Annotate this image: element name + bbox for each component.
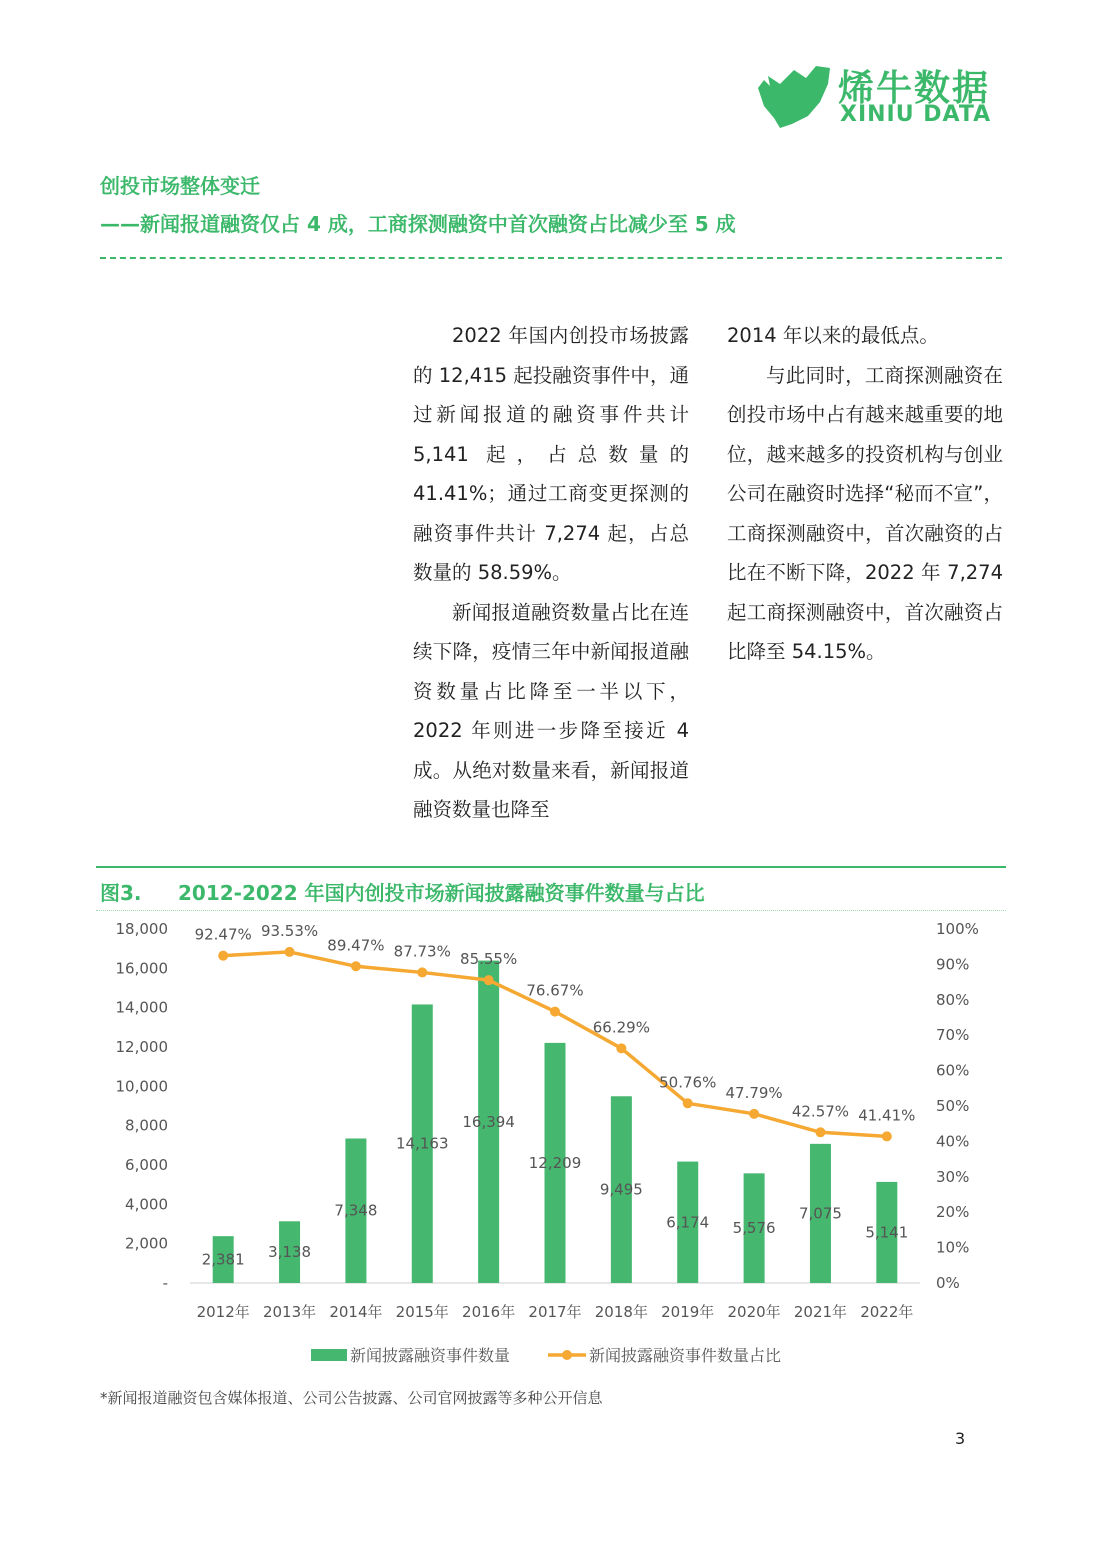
figure-number: 图3.: [100, 881, 142, 905]
x-tick-label: 2016年: [462, 1303, 516, 1321]
line-data-label: 50.76%: [659, 1073, 717, 1092]
y-right-tick-label: 60%: [936, 1061, 970, 1080]
y-right-tick-label: 70%: [936, 1026, 970, 1045]
x-tick-label: 2012年: [196, 1303, 250, 1321]
line-point: [484, 975, 494, 985]
line-point: [616, 1043, 626, 1053]
y-right-tick-label: 80%: [936, 990, 970, 1009]
y-right-tick-label: 0%: [936, 1274, 960, 1292]
bar-data-label: 2,381: [201, 1250, 245, 1269]
y-left-tick-label: 8,000: [125, 1116, 168, 1135]
y-right-tick-label: 10%: [936, 1238, 970, 1257]
line-data-label: 47.79%: [725, 1083, 783, 1102]
legend-label-bars: 新闻披露融资事件数量: [350, 1346, 511, 1365]
x-tick-label: 2018年: [594, 1303, 648, 1321]
legend-label-line: 新闻披露融资事件数量占比: [589, 1346, 782, 1365]
y-left-tick-label: 10,000: [115, 1077, 168, 1096]
line-point: [218, 951, 228, 961]
line-point: [882, 1131, 892, 1141]
y-left-tick-label: 12,000: [115, 1038, 168, 1056]
y-left-tick-label: -: [162, 1274, 168, 1292]
y-right-tick-label: 100%: [936, 920, 979, 938]
paragraph: 与此同时，工商探测融资在创投市场中占有越来越重要的地位，越来越多的投资机构与创业公司在融资时选择“秘而不宣”，工商探测融资中，首次融资的占比在不断下降，2022 年 7,274 起工商探测融资中，首次融资占比降至 54.15%。: [727, 363, 1003, 663]
y-right-tick-label: 50%: [936, 1097, 970, 1115]
y-left-tick-label: 6,000: [125, 1156, 168, 1174]
x-tick-label: 2020年: [727, 1303, 781, 1321]
y-left-tick-label: 18,000: [115, 920, 168, 938]
bar-data-label: 7,348: [334, 1201, 378, 1220]
line-data-label: 42.57%: [791, 1102, 850, 1121]
x-tick-label: 2015年: [395, 1303, 449, 1321]
line-point: [749, 1109, 759, 1119]
bar-data-label: 5,141: [865, 1223, 909, 1242]
x-tick-label: 2021年: [793, 1303, 848, 1321]
line-point: [550, 1007, 560, 1017]
page-number: 3: [955, 1429, 966, 1448]
y-left-tick-label: 2,000: [125, 1234, 168, 1253]
brand-subtitle: XINIU DATA: [840, 102, 992, 127]
line-data-label: 93.53%: [260, 921, 319, 940]
brand-name: 烯牛数据: [838, 68, 991, 109]
figure-title-text: 2012-2022 年国内创投市场新闻披露融资事件数量与占比: [178, 881, 705, 905]
legend-line-marker: [562, 1350, 572, 1360]
bar-data-label: 16,394: [462, 1112, 515, 1131]
line-point: [815, 1127, 825, 1137]
legend-bar-swatch: [311, 1349, 347, 1361]
line-point: [351, 961, 361, 971]
section-subtitle: ——新闻报道融资仅占 4 成，工商探测融资中首次融资占比减少至 5 成: [100, 212, 736, 236]
bar-data-label: 6,174: [666, 1213, 710, 1232]
y-right-tick-label: 40%: [936, 1132, 970, 1151]
y-right-tick-label: 30%: [936, 1167, 970, 1186]
bar-data-label: 3,138: [268, 1243, 312, 1262]
line-data-label: 41.41%: [858, 1106, 916, 1125]
figure-note: *新闻报道融资包含媒体报道、公司公告披露、公司官网披露等多种公开信息: [100, 1389, 603, 1407]
bar-data-label: 12,209: [528, 1153, 582, 1172]
line-data-label: 92.47%: [194, 925, 252, 944]
y-left-tick-label: 4,000: [125, 1195, 168, 1214]
x-tick-label: 2013年: [262, 1303, 317, 1321]
x-tick-label: 2019年: [661, 1303, 715, 1321]
bar-data-label: 14,163: [396, 1134, 449, 1153]
line-point: [417, 967, 427, 977]
y-right-tick-label: 90%: [936, 955, 970, 974]
y-right-tick-label: 20%: [936, 1203, 970, 1222]
paragraph: 新闻报道融资数量占比在连续下降，疫情三年中新闻报道融资数量占比降至一半以下，2022 年则进一步降至接近 4 成。从绝对数量来看，新闻报道融资数量也降至: [413, 600, 689, 821]
paragraph: 2014 年以来的最低点。: [727, 324, 939, 347]
line-point: [683, 1098, 693, 1108]
paragraph: 2022 年国内创投市场披露的 12,415 起投融资事件中，通过新闻报道的融资事件共计 5,141 起，占总数量的 41.41%；通过工商变更探测的融资事件共计 7,274 起，占总数量的 58.59%。: [413, 324, 689, 584]
bar-data-label: 7,075: [798, 1204, 842, 1223]
x-tick-label: 2022年: [860, 1303, 914, 1321]
line-data-label: 85.55%: [460, 950, 518, 969]
y-left-tick-label: 16,000: [115, 959, 168, 978]
line-data-label: 87.73%: [393, 942, 451, 961]
bar-data-label: 9,495: [599, 1180, 643, 1199]
line-data-label: 89.47%: [327, 936, 385, 955]
x-tick-label: 2017年: [528, 1303, 582, 1321]
line-data-label: 76.67%: [526, 981, 584, 1000]
section-title: 创投市场整体变迁: [100, 174, 260, 198]
line-point: [285, 947, 295, 957]
x-tick-label: 2014年: [329, 1303, 383, 1321]
bar-data-label: 5,576: [732, 1219, 776, 1238]
line-data-label: 66.29%: [592, 1018, 650, 1037]
y-left-tick-label: 14,000: [115, 998, 168, 1017]
